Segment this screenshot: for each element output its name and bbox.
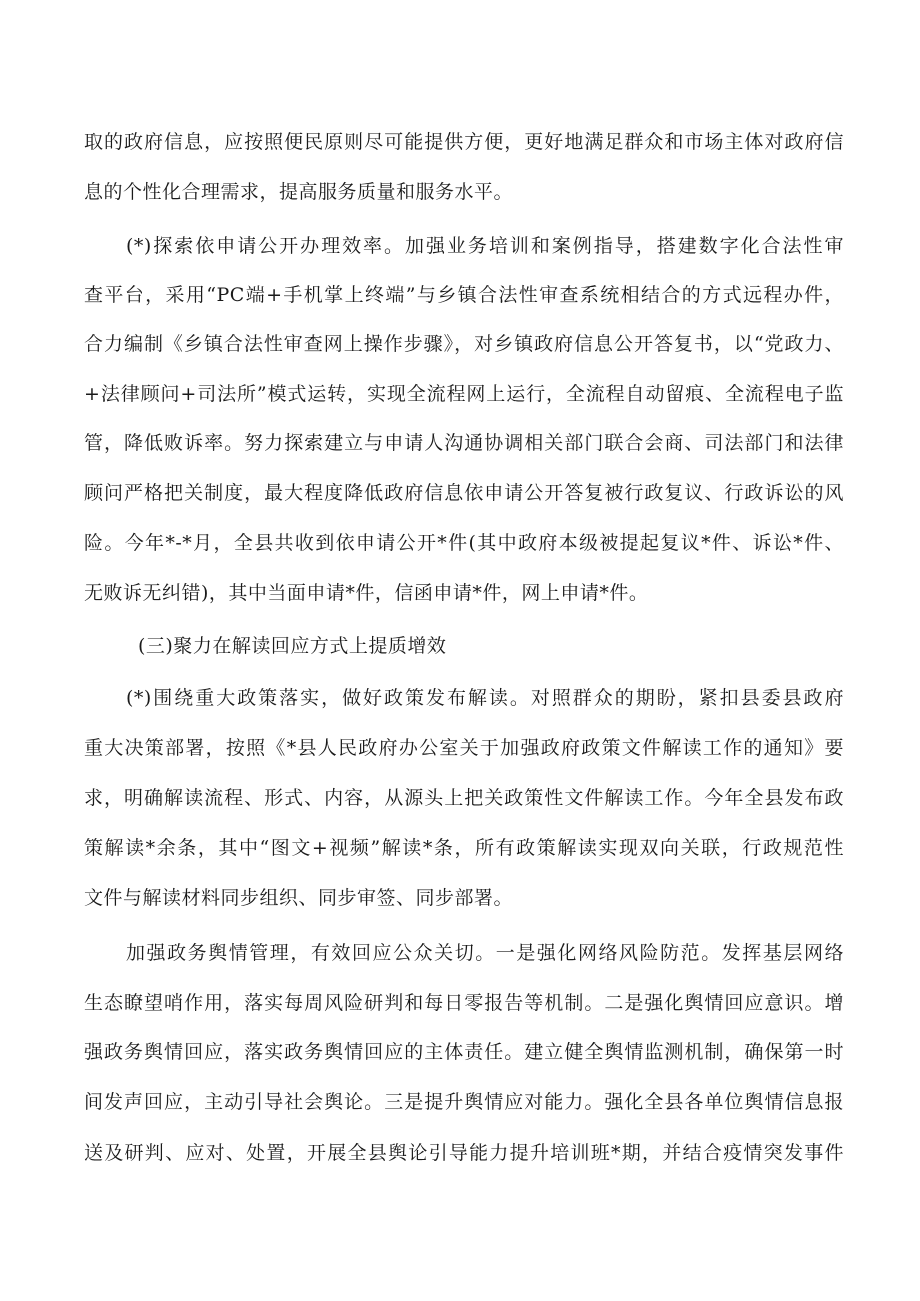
paragraph-line: 顾问严格把关制度，最大程度降低政府信息依申请公开答复被行政复议、行政诉讼的风 — [84, 482, 844, 504]
paragraph-line: 合力编制《乡镇合法性审查网上操作步骤》，对乡镇政府信息公开答复书，以“党政力、 — [84, 333, 844, 355]
section-heading: (三)聚力在解读回应方式上提质增效 — [138, 635, 447, 657]
paragraph-line: +法律顾问+司法所”模式运转，实现全流程网上运行，全流程自动留痕、全流程电子监 — [84, 383, 844, 405]
paragraph-line: 文件与解读材料同步组织、同步审签、同步部署。 — [84, 887, 514, 909]
paragraph-line: 管，降低败诉率。努力探索建立与申请人沟通协调相关部门联合会商、司法部门和法律 — [84, 432, 844, 454]
paragraph-line: 加强政务舆情管理，有效回应公众关切。一是强化网络风险防范。发挥基层网络 — [126, 942, 844, 964]
paragraph-line: 生态瞭望哨作用，落实每周风险研判和每日零报告等机制。二是强化舆情回应意识。增 — [84, 992, 844, 1014]
paragraph-line: 重大决策部署，按照《*县人民政府办公室关于加强政府政策文件解读工作的通知》要 — [84, 737, 844, 759]
paragraph-line: 策解读*余条，其中“图文+视频”解读*条，所有政策解读实现双向关联，行政规范性 — [84, 837, 844, 859]
paragraph-line: 查平台，采用“PC端+手机掌上终端”与乡镇合法性审查系统相结合的方式远程办件， — [84, 284, 844, 306]
paragraph-line: 取的政府信息，应按照便民原则尽可能提供方便，更好地满足群众和市场主体对政府信 — [84, 131, 844, 153]
paragraph-line: 险。今年*-*月，全县共收到依申请公开*件(其中政府本级被提起复议*件、诉讼*件、 — [84, 532, 844, 554]
paragraph-line: 间发声回应，主动引导社会舆论。三是提升舆情应对能力。强化全县各单位舆情信息报 — [84, 1091, 844, 1113]
paragraph-line: 强政务舆情回应，落实政务舆情回应的主体责任。建立健全舆情监测机制，确保第一时 — [84, 1041, 844, 1063]
paragraph-line: (*)探索依申请公开办理效率。加强业务培训和案例指导，搭建数字化合法性审 — [126, 235, 844, 257]
paragraph-line: 求，明确解读流程、形式、内容，从源头上把关政策性文件解读工作。今年全县发布政 — [84, 787, 844, 809]
paragraph-line: (*)围绕重大政策落实，做好政策发布解读。对照群众的期盼，紧扣县委县政府 — [126, 687, 844, 709]
paragraph-line: 无败诉无纠错)，其中当面申请*件，信函申请*件，网上申请*件。 — [84, 582, 649, 604]
paragraph-line: 息的个性化合理需求，提高服务质量和服务水平。 — [84, 181, 514, 203]
paragraph-line: 送及研判、应对、处置，开展全县舆论引导能力提升培训班*期，并结合疫情突发事件 — [84, 1142, 844, 1164]
